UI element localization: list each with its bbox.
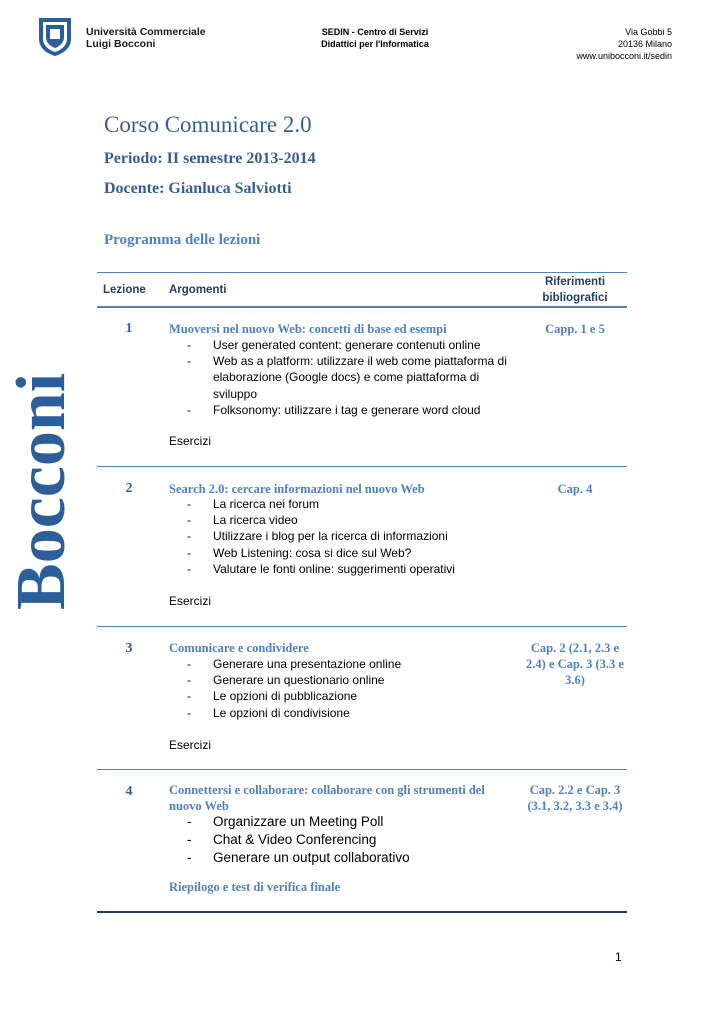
lesson-number: 4 — [125, 784, 133, 799]
program-heading: Programma delle lezioni — [104, 232, 261, 248]
col-header-topics: Argomenti — [169, 284, 227, 296]
university-name — [86, 26, 206, 50]
lesson-title: Comunicare e condividere — [169, 641, 309, 655]
row-divider — [97, 626, 627, 627]
lesson-items — [187, 337, 517, 418]
lesson-number: 1 — [125, 321, 133, 336]
list-item: - User generated content: generare contenuti online — [187, 337, 517, 353]
col-header-lesson: Lezione — [103, 284, 146, 296]
university-line2: Luigi Bocconi — [86, 38, 156, 50]
list-item: - Valutare le fonti online: suggerimenti operativi — [187, 561, 517, 577]
address-url[interactable]: www.unibocconi.it/sedin — [576, 51, 672, 61]
list-item: - Folksonomy: utilizzare i tag e generare word cloud — [187, 402, 517, 418]
side-brand: Bocconi — [3, 372, 80, 610]
lesson-ref: Capp. 1 e 5 — [545, 322, 605, 336]
table-header-rule — [97, 306, 627, 308]
lesson-items — [187, 813, 517, 867]
list-item: - Generare una presentazione online — [187, 656, 517, 672]
lesson-ref: Cap. 2.2 e Cap. 3 (3.1, 3.2, 3.3 e 3.4) — [527, 783, 623, 813]
sedin-line1: SEDIN - Centro di Servizi — [321, 27, 429, 37]
course-period: Periodo: II semestre 2013-2014 — [104, 150, 316, 167]
list-item: - Le opzioni di condivisione — [187, 705, 517, 721]
col-header-refs-line2: bibliografici — [542, 292, 608, 304]
lesson-footer: Esercizi — [169, 738, 212, 752]
lesson-title: Search 2.0: cercare informazioni nel nuovo Web — [169, 482, 425, 496]
list-item: - Le opzioni di pubblicazione — [187, 688, 517, 704]
lesson-footer: Riepilogo e test di verifica finale — [169, 880, 341, 894]
lesson-title: Connettersi e collaborare: collaborare con gli strumenti del nuovo Web — [169, 783, 485, 813]
table-bottom-rule — [97, 911, 627, 913]
bocconi-crest-icon — [36, 15, 74, 57]
lesson-ref: Cap. 4 — [557, 482, 593, 496]
list-item: - Utilizzare i blog per la ricerca di informazioni — [187, 528, 517, 544]
list-item: - Web Listening: cosa si dice sul Web? — [187, 545, 517, 561]
lesson-ref: Cap. 2 (2.1, 2.3 e 2.4) e Cap. 3 (3.3 e 3.6) — [526, 641, 624, 687]
list-item: - Organizzare un Meeting Poll — [187, 813, 517, 831]
list-item: - Web as a platform: utilizzare il web come piattaforma di elaborazione (Google docs) e come piattaforma di sviluppo — [187, 353, 517, 402]
course-teacher: Docente: Gianluca Salviotti — [104, 180, 292, 197]
address-line1: Via Gobbi 5 — [625, 27, 672, 37]
page-number: 1 — [615, 950, 622, 964]
list-item: - La ricerca nei forum — [187, 496, 517, 512]
university-line1: Università Commerciale — [86, 26, 206, 38]
col-header-refs — [525, 274, 625, 306]
lesson-footer: Esercizi — [169, 594, 212, 608]
col-header-refs-line1: Riferimenti — [544, 276, 606, 288]
list-item: - Generare un questionario online — [187, 672, 517, 688]
lesson-number: 3 — [125, 641, 133, 656]
row-divider — [97, 769, 627, 770]
list-item: - La ricerca video — [187, 512, 517, 528]
lesson-items — [187, 496, 517, 577]
address-line2: 20136 Milano — [617, 39, 672, 49]
lesson-items — [187, 656, 517, 721]
address-block — [576, 26, 672, 62]
list-item: - Generare un output collaborativo — [187, 849, 517, 867]
sedin-line2: Didattici per l'Informatica — [321, 39, 429, 49]
list-item: - Chat & Video Conferencing — [187, 831, 517, 849]
course-title: Corso Comunicare 2.0 — [104, 112, 312, 137]
lesson-footer: Esercizi — [169, 434, 212, 448]
lesson-number: 2 — [125, 481, 133, 496]
row-divider — [97, 466, 627, 467]
sedin-header — [300, 26, 450, 50]
lesson-title: Muoversi nel nuovo Web: concetti di base ed esempi — [169, 322, 447, 336]
table-top-rule — [97, 272, 627, 273]
